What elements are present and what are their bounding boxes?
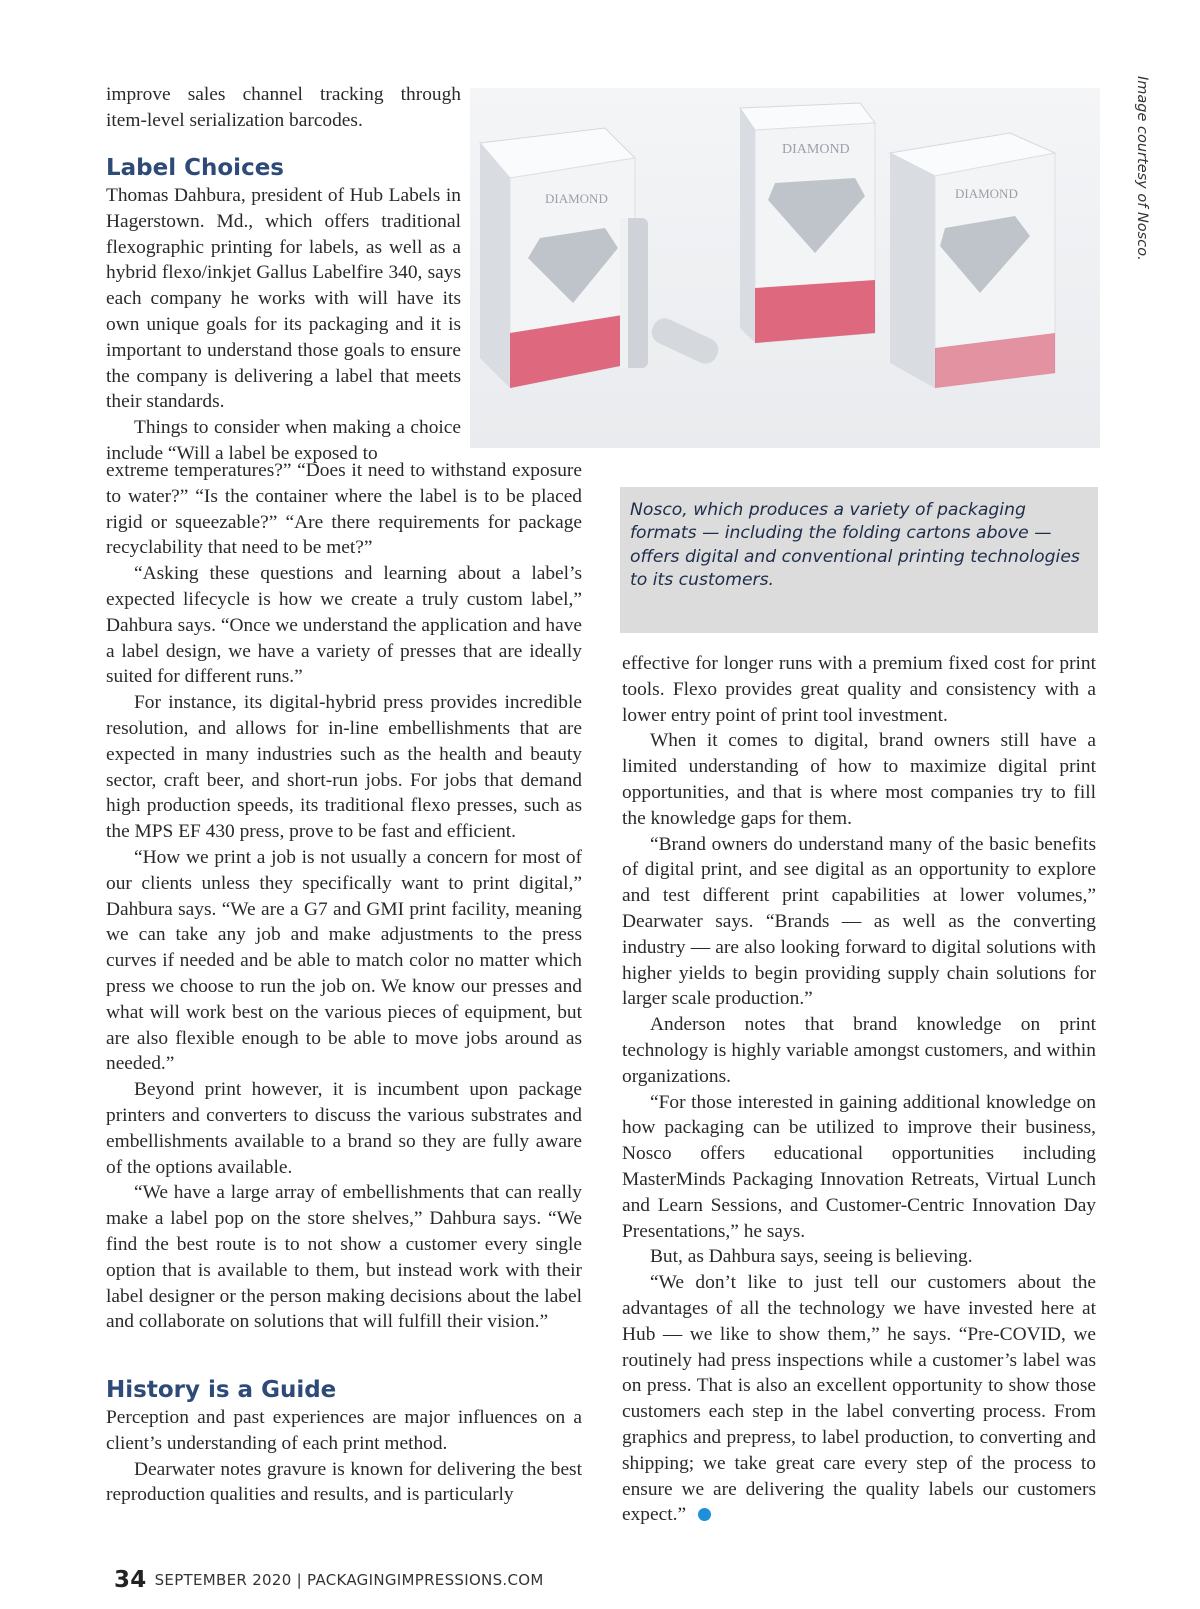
cartons-illustration xyxy=(470,88,1100,448)
paragraph: “Brand owners do understand many of the basic benefits of digital print, and see digital as an opportunity to explore and test different print capabilities at lower volumes,” Dearwater says. “Brands — as well as the converting industry — are also looking forward to digital solutions with higher yields to begin providing supply chain solutions for larger scale production.” xyxy=(622,833,1096,1010)
heading-history: History is a Guide xyxy=(106,1377,337,1403)
end-mark-icon xyxy=(698,1508,711,1521)
paragraph: Things to consider when making a choice include “Will a label be exposed to xyxy=(106,417,461,464)
history-block xyxy=(106,1405,582,1508)
paragraph: “For those interested in gaining additional knowledge on how packaging can be utilized to improve their business, Nosco offers educational opportunities including MasterMinds Packaging Innovation Retreats, Virtual Lunch and Learn Sessions, and Customer-Centric Innovation Day Presentations,” he says. xyxy=(622,1091,1096,1242)
paragraph: Perception and past experiences are major influences on a client’s understanding of each print method. xyxy=(106,1407,582,1454)
carton-middle xyxy=(740,103,875,343)
right-column xyxy=(622,651,1096,1528)
paragraph: For instance, its digital-hybrid press provides incredible resolution, and allows for in-line embellishments that are expected in many industries such as the health and beauty sector, craft beer, and short-run jobs. For jobs that demand high production speeds, its traditional flexo presses, such as the MPS EF 430 press, prove to be fast and efficient. xyxy=(106,692,582,843)
left-column xyxy=(106,458,582,1335)
paragraph: extreme temperatures?” “Does it need to withstand exposure to water?” “Is the container where the label is to be placed rigid or squeezable?” “Are there requirements for package recyclability that need to be met?” xyxy=(106,460,582,559)
page-number: 34 xyxy=(114,1567,147,1593)
product-photo xyxy=(470,88,1100,448)
box-brand-text: DIAMOND xyxy=(955,186,1018,201)
paragraph: Beyond print however, it is incumbent upon package printers and converters to discuss the various substrates and embellishments available to a brand so they are fully aware of the options available. xyxy=(106,1079,582,1178)
box-brand-text: DIAMOND xyxy=(782,142,850,157)
paragraph xyxy=(622,1270,1096,1528)
carton-left xyxy=(480,128,635,388)
figure-caption: Nosco, which produces a variety of packaging formats — including the folding cartons above — offers digital and conventional printing technologies to its customers. xyxy=(630,500,1080,591)
intro-line: item-level serialization barcodes. xyxy=(106,109,363,131)
closing-text: “We don’t like to just tell our customers about the advantages of all the technology we have invested here at Hub — we like to show them,” he says. “Pre-COVID, we routinely had press inspections while a customer’s label was on press. That is also an excellent opportunity to show those customers each step in the label converting process. From graphics and prepress, to label production, to converting and shipping; we take great care every step of the process to ensure we are delivering the quality labels our customers expect.” xyxy=(622,1272,1096,1526)
caption-box xyxy=(620,487,1098,633)
paragraph: Dearwater notes gravure is known for delivering the best reproduction qualities and results, and is particularly xyxy=(106,1458,582,1506)
lipstick xyxy=(620,218,722,368)
heading-label-choices: Label Choices xyxy=(106,155,284,181)
paragraph: Thomas Dahbura, president of Hub Labels in Hagerstown. Md., which offers traditional flexographic printing for labels, as well as a hybrid flexo/inkjet Gallus Labelfire 340, says each company he works with will have its own unique goals for its packaging and it is important to understand those goals to ensure the company is delivering a label that meets their standards. xyxy=(106,185,461,413)
paragraph: effective for longer runs with a premium fixed cost for print tools. Flexo provides great quality and consistency with a lower entry point of print tool investment. xyxy=(622,653,1096,726)
intro-block xyxy=(106,82,461,134)
paragraph: When it comes to digital, brand owners still have a limited understanding of how to maximize digital print opportunities, and that is where most companies try to fill the knowledge gaps for them. xyxy=(622,730,1096,829)
footer-text: SEPTEMBER 2020 | PACKAGINGIMPRESSIONS.COM xyxy=(154,1571,544,1589)
paragraph: “How we print a job is not usually a concern for most of our clients unless they specifically want to print digital,” Dahbura says. “We are a G7 and GMI print facility, meaning we can take any job and make adjustments to the press curves if needed and be able to match color no matter which press we choose to run the job on. We know our presses and what will work best on the various pieces of equipment, but are also flexible enough to be able to move jobs around as needed.” xyxy=(106,846,582,1075)
page-footer xyxy=(114,1567,544,1593)
intro-line: improve sales channel tracking through xyxy=(106,84,461,105)
box-brand-text: DIAMOND xyxy=(545,191,608,206)
image-credit xyxy=(1132,76,1152,276)
label-choices-block xyxy=(106,183,461,467)
paragraph: But, as Dahbura says, seeing is believing. xyxy=(650,1246,973,1268)
paragraph: “We have a large array of embellishments that can really make a label pop on the store shelves,” Dahbura says. “We find the best route is to not show a customer every single option that is available to them, but instead work with their label designer or the person making decisions about the label and collaborate on solutions that will fulfill their vision.” xyxy=(106,1182,582,1333)
paragraph: Anderson notes that brand knowledge on print technology is highly variable amongst customers, and within organizations. xyxy=(622,1014,1096,1087)
image-credit-text: Image courtesy of Nosco. xyxy=(1134,76,1150,261)
paragraph: “Asking these questions and learning about a label’s expected lifecycle is how we create a truly custom label,” Dahbura says. “Once we understand the application and have a label design, we have a variety of presses that are ideally suited for different runs.” xyxy=(106,563,582,688)
carton-right xyxy=(890,133,1055,388)
